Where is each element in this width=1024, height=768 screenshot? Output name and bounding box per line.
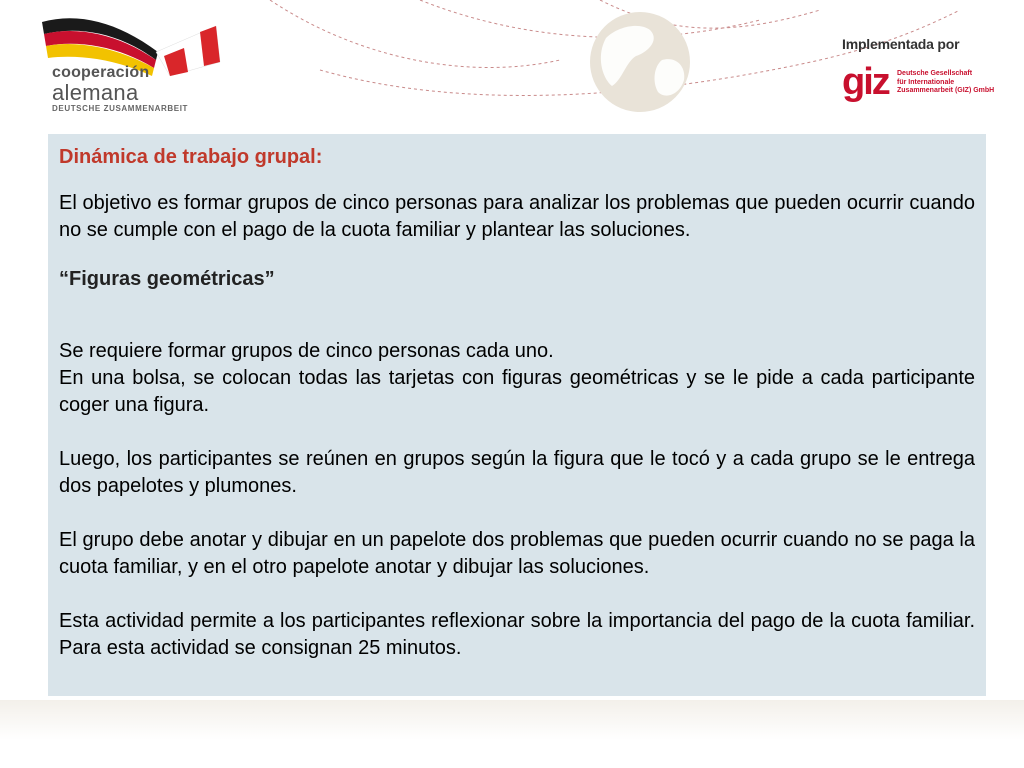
- giz-logo-line: Zusammenarbeit (GIZ) GmbH: [897, 87, 995, 94]
- giz-logo-line: Deutsche Gesellschaft: [897, 70, 973, 77]
- activity-subtitle: “Figuras geométricas”: [59, 268, 275, 290]
- footer-band: [0, 700, 1024, 740]
- giz-logo-text: [897, 70, 994, 96]
- implemented-by-label: Implementada por: [842, 36, 960, 52]
- closing-paragraph: Esta actividad permite a los participantes reflexionar sobre la importancia del pago de la cuota familiar. Para esta actividad se consignan 25 minutos.: [59, 610, 975, 659]
- content-body: [59, 144, 975, 662]
- instruction-paragraph: Luego, los participantes se reúnen en grupos según la figura que le tocó y a cada grupo se le entrega dos papelotes y plumones.: [59, 448, 975, 497]
- logo-line-cooperacion: cooperación: [52, 64, 150, 81]
- globe-icon: [590, 12, 690, 112]
- content-panel: [48, 134, 986, 696]
- logo-line-alemana: alemana: [52, 80, 139, 105]
- instruction-paragraph: En una bolsa, se colocan todas las tarjetas con figuras geométricas y se le pide a cada participante coger una figura.: [59, 367, 975, 416]
- section-title: Dinámica de trabajo grupal:: [59, 146, 323, 168]
- logo-line-deutsche: DEUTSCHE ZUSAMMENARBEIT: [52, 104, 189, 113]
- objective-paragraph: El objetivo es formar grupos de cinco personas para analizar los problemas que pueden ocurrir cuando no se cumple con el pago de la cuota familiar y plantear las soluciones.: [59, 192, 975, 241]
- giz-logo-mark: giz: [842, 61, 889, 103]
- instruction-line: Se requiere formar grupos de cinco personas cada uno.: [59, 340, 554, 362]
- instruction-paragraph: El grupo debe anotar y dibujar en un papelote dos problemas que pueden ocurrir cuando no se paga la cuota familiar, y en el otro papelote anotar y dibujar las soluciones.: [59, 529, 975, 578]
- giz-logo-line: für Internationale: [897, 78, 955, 86]
